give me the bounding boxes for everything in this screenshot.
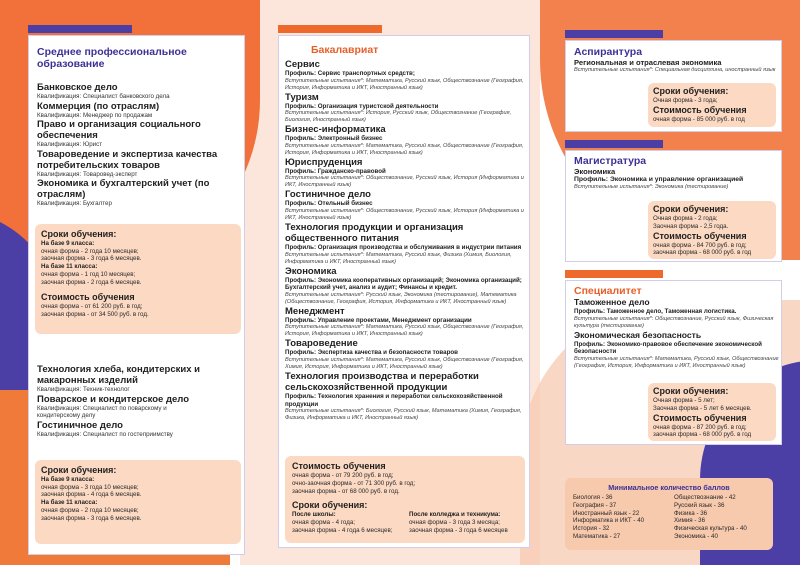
term-line: заочная форма - 4 года 6 месяцев; [292, 526, 393, 534]
program-list [37, 82, 237, 208]
term-line: очная форма - 4 года; [292, 518, 355, 526]
program-exams: Вступительные испытания*: Обществознание, Русский язык, История (Информатика и ИКТ, Иностранный язык) [285, 207, 524, 221]
term-line: Заочная форма - 2,5 года. [653, 222, 729, 230]
specialitet-panel [565, 280, 782, 445]
program-exams: Вступительные испытания*: Обществознание, Русский язык, История (Информатика и ИКТ, Иностранный язык) [285, 175, 524, 189]
scores-list-right [674, 494, 765, 541]
term-line: Заочная форма - 5 лет 6 месяцев. [653, 404, 752, 412]
scores-list-left [573, 494, 664, 541]
term-line: заочная форма - 2 года 6 месяцев. [41, 278, 142, 286]
program-exams: Вступительные испытания*: Математика, Русский язык, Физика (Химия, Биология, Информатика и ИКТ, Иностранный язык) [285, 251, 512, 265]
specialitet-box [648, 383, 776, 441]
score-item: Химия - 36 [674, 517, 706, 525]
base9-label: На базе 9 класса: [41, 240, 95, 247]
cost-line: очная форма - от 61 200 руб. в год; [41, 303, 143, 311]
cost-line: заочная форма - 68 000 руб. в год [653, 431, 752, 439]
program-exams: Вступительные испытания*: Математика, Русский язык, Обществознание (География, Химия, История, Информатика и ИКТ, Иностранный язык) [285, 356, 524, 370]
program-exams: Вступительные испытания*: Математика, Русский язык, Обществознание (География, История, Информатика и ИКТ, Иностранный язык) [285, 324, 524, 338]
program-profile: Профиль: Электронный бизнес [285, 135, 383, 143]
program-qualification: Квалификация: Техник-технолог [37, 386, 130, 393]
score-item: Русский язык - 36 [674, 501, 725, 509]
program-title: Банковское дело [37, 82, 118, 93]
min-scores-box [565, 478, 773, 550]
program-title: Региональная и отраслевая экономика [574, 58, 722, 67]
score-item: Иностранный язык - 22 [573, 509, 640, 517]
base9-label: На базе 9 класса: [41, 476, 95, 483]
cost-line: очно-заочная форма - от 71 300 руб. в год; [292, 479, 416, 487]
cost-line: очная форма - 85 000 руб. в год [653, 115, 745, 123]
term-line: очная форма - 2 года 10 месяцев; [41, 247, 139, 255]
cost-line: заочная форма - от 34 500 руб. в год. [41, 311, 149, 319]
base11-label: На базе 11 класса: [41, 263, 98, 271]
program-profile: Профиль: Гражданско-правовой [285, 167, 386, 175]
cost-line: очная форма - 84 700 руб. в год; [653, 241, 747, 249]
program-title: Туризм [285, 91, 319, 103]
magistratura-panel [565, 150, 782, 262]
program-title: Менеджмент [285, 305, 345, 317]
college-label: После колледжа и техникума: [409, 511, 501, 519]
score-item: Обществознание - 42 [674, 494, 736, 501]
program-title: Технология продукции и организация общественного питания [285, 221, 464, 244]
program-profile: Профиль: Экономика и управление организацией [574, 176, 744, 183]
program-title: Товароведение [285, 338, 358, 350]
aspirantura-panel [565, 40, 782, 132]
cost-title: Стоимость обучения [292, 461, 386, 471]
program-title: Таможенное дело [574, 297, 650, 307]
program-title: Технология производства и переработки сельскохозяйственной продукции [285, 370, 479, 393]
cost-line: очная форма - 87 200 руб. в год; [653, 423, 747, 431]
program-exams: Вступительные испытания*: История, Русский язык, Обществознание (География, Биология, Иностранный язык) [285, 110, 512, 124]
program-profile: Профиль: Отельный бизнес [285, 200, 373, 208]
section-title-aspirantura: Аспирантура [574, 46, 643, 58]
program-exams: Вступительные испытания*: Обществознание, Русский язык, Физическая культура (тестирование) [574, 315, 774, 329]
term-line: Очная форма - 2 года; [653, 215, 718, 222]
cost-title: Стоимость обучения [653, 230, 747, 241]
term-line: очная форма - 1 год 10 месяцев; [41, 270, 136, 278]
program-exams: Вступительные испытания*: Русский язык, Экономика (тестирование), Математика (Обществознание, География, История, Информатика и ИКТ, Иностранный язык) [285, 291, 517, 305]
program-profile: Профиль: Организация производства и обслуживания в индустрии питания [285, 243, 522, 251]
section-title-spo: Среднее профессиональное образование [37, 46, 187, 70]
middle-panel-tab [278, 25, 382, 33]
cost-title: Стоимость обучения [653, 412, 747, 423]
section-title-magistratura: Магистратура [574, 155, 647, 167]
min-scores-title: Минимальное количество баллов [608, 483, 730, 492]
score-item: География - 37 [573, 501, 617, 509]
program-profile: Профиль: Управление проектами, Менеджмент организации [285, 316, 472, 324]
program-exams: Вступительные испытания*: Математика, Русский язык, Обществознание (География, История, Информатика и ИКТ, Иностранный язык) [574, 355, 779, 369]
program-exams: Вступительные испытания*: Математика, Русский язык, Обществознание (География, История, Информатика и ИКТ, Иностранный язык) [285, 142, 524, 156]
score-item: История - 32 [573, 525, 610, 533]
magistratura-box [648, 201, 776, 259]
program-title: Коммерция (по отраслям) [37, 100, 160, 112]
terms-title: Сроки обучения: [653, 204, 729, 214]
program-profile: Профиль: Экономико-правовое обеспечение экономической безопасности [574, 340, 762, 356]
program-title: Право и организация социального обеспечения [37, 119, 201, 142]
aspirantura-box [648, 83, 776, 127]
terms-cost-box [35, 224, 241, 334]
term-line: заочная форма - 4 года 6 месяцев. [41, 491, 142, 499]
score-item: Биология - 36 [573, 494, 613, 501]
cost-line: заочная форма - 68 000 руб. в год [653, 249, 752, 257]
score-item: Экономика - 40 [674, 532, 718, 540]
specialitet-tab [565, 270, 663, 278]
terms-title: Сроки обучения: [41, 229, 117, 239]
program-exams: Вступительные испытания*: Математика, Русский язык, Обществознание (География, История, Информатика и ИКТ, Иностранный язык) [285, 77, 524, 91]
school-label: После школы: [292, 511, 336, 519]
program-title: Экономика [574, 167, 616, 176]
terms-box [35, 460, 241, 544]
program-exams: Вступительные испытания*: Биология, Русский язык, Математика (Химия, География, Физика, Информатика и ИКТ, Иностранный язык) [285, 408, 522, 422]
cost-line: очная форма - от 79 200 руб. в год; [292, 472, 394, 479]
term-line: очная форма - 3 года 3 месяца; [409, 518, 500, 526]
program-title: Технология хлеба, кондитерских и макаронных изделий [37, 364, 200, 386]
term-line: Очная форма - 3 года; [653, 97, 718, 104]
middle-panel [278, 35, 530, 548]
term-line: очная форма - 2 года 10 месяцев; [41, 506, 139, 514]
left-panel-tab [28, 25, 132, 33]
program-exams: Вступительные испытания*: Экономика (тестирование) [574, 183, 729, 190]
term-line: очная форма - 3 года 10 месяцев; [41, 483, 139, 491]
program-title: Гостиничное дело [37, 419, 123, 431]
program-qualification: Квалификация: Юрист [37, 141, 103, 149]
section-title-bachelor: Бакалавриат [311, 44, 379, 56]
term-line: заочная форма - 3 года 6 месяцев. [41, 255, 142, 263]
score-item: Физика - 36 [674, 509, 708, 517]
program-profile: Профиль: Технология хранения и переработки сельскохозяйственной продукции [285, 392, 503, 408]
left-panel [28, 35, 245, 555]
program-title: Сервис [285, 59, 320, 70]
terms-title: Сроки обучения: [292, 500, 368, 511]
program-qualification: Квалификация: Специалист по гостеприимству [37, 430, 173, 438]
score-item: Математика - 27 [573, 532, 621, 540]
program-title: Бизнес-информатика [285, 124, 386, 136]
terms-title: Сроки обучения: [653, 86, 729, 96]
program-title: Экономическая безопасность [574, 329, 702, 340]
program-profile: Профиль: Экономика кооперативных организаций; Экономика организаций; Бухгалтерский учет, анализ и аудит; Финансы и кредит. [285, 276, 522, 292]
program-exams: Вступительные испытания*: Специальная дисциплина, иностранный язык [574, 67, 776, 73]
program-title: Поварское и кондитерское дело [37, 393, 189, 405]
program-title: Юриспруденция [285, 156, 363, 168]
program-qualification: Квалификация: Специалист банковского дела [37, 93, 170, 100]
program-title: Экономика и бухгалтерский учет (по отраслям) [37, 178, 210, 201]
terms-title: Сроки обучения: [41, 465, 117, 475]
terms-title: Сроки обучения: [653, 386, 729, 396]
program-title: Экономика [285, 265, 337, 277]
program-profile: Профиль: Таможенное дело, Таможенная логистика. [574, 308, 737, 315]
term-line: заочная форма - 3 года 6 месяцев. [41, 514, 142, 522]
bachelor-programs [285, 59, 525, 422]
cost-title: Стоимость обучения [653, 104, 747, 115]
program-qualification: Квалификация: Менеджер по продажам [37, 111, 153, 119]
program-profile: Профиль: Экспертиза качества и безопасности товаров [285, 349, 458, 357]
cost-line: заочная форма - от 68 000 руб. в год. [292, 487, 400, 495]
base11-label: На базе 11 класса: [41, 499, 98, 507]
score-item: Информатика и ИКТ - 40 [573, 517, 645, 525]
aspirantura-tab [565, 30, 663, 38]
program-profile: Профиль: Организация туристской деятельности [285, 102, 439, 110]
program-title: Гостиничное дело [285, 189, 371, 201]
section-title-specialitet: Специалитет [574, 285, 642, 297]
program-title: Товароведение и экспертиза качества потребительских товаров [37, 148, 218, 171]
score-item: Физическая культура - 40 [674, 525, 747, 533]
cost-title: Стоимость обучения [41, 292, 135, 303]
bachelor-cost-terms-box [285, 456, 525, 543]
program-qualification: Квалификация: Специалист по поварскому и кондитерскому делу [37, 404, 167, 420]
program-qualification: Квалификация: Бухгалтер [37, 200, 112, 208]
term-line: Очная форма - 5 лет; [653, 397, 715, 404]
term-line: заочная форма - 3 года 6 месяцев [409, 526, 508, 534]
program-profile: Профиль: Сервис транспортных средств; [285, 70, 415, 77]
magistratura-tab [565, 140, 663, 148]
program-qualification: Квалификация: Товаровед-эксперт [37, 170, 138, 178]
